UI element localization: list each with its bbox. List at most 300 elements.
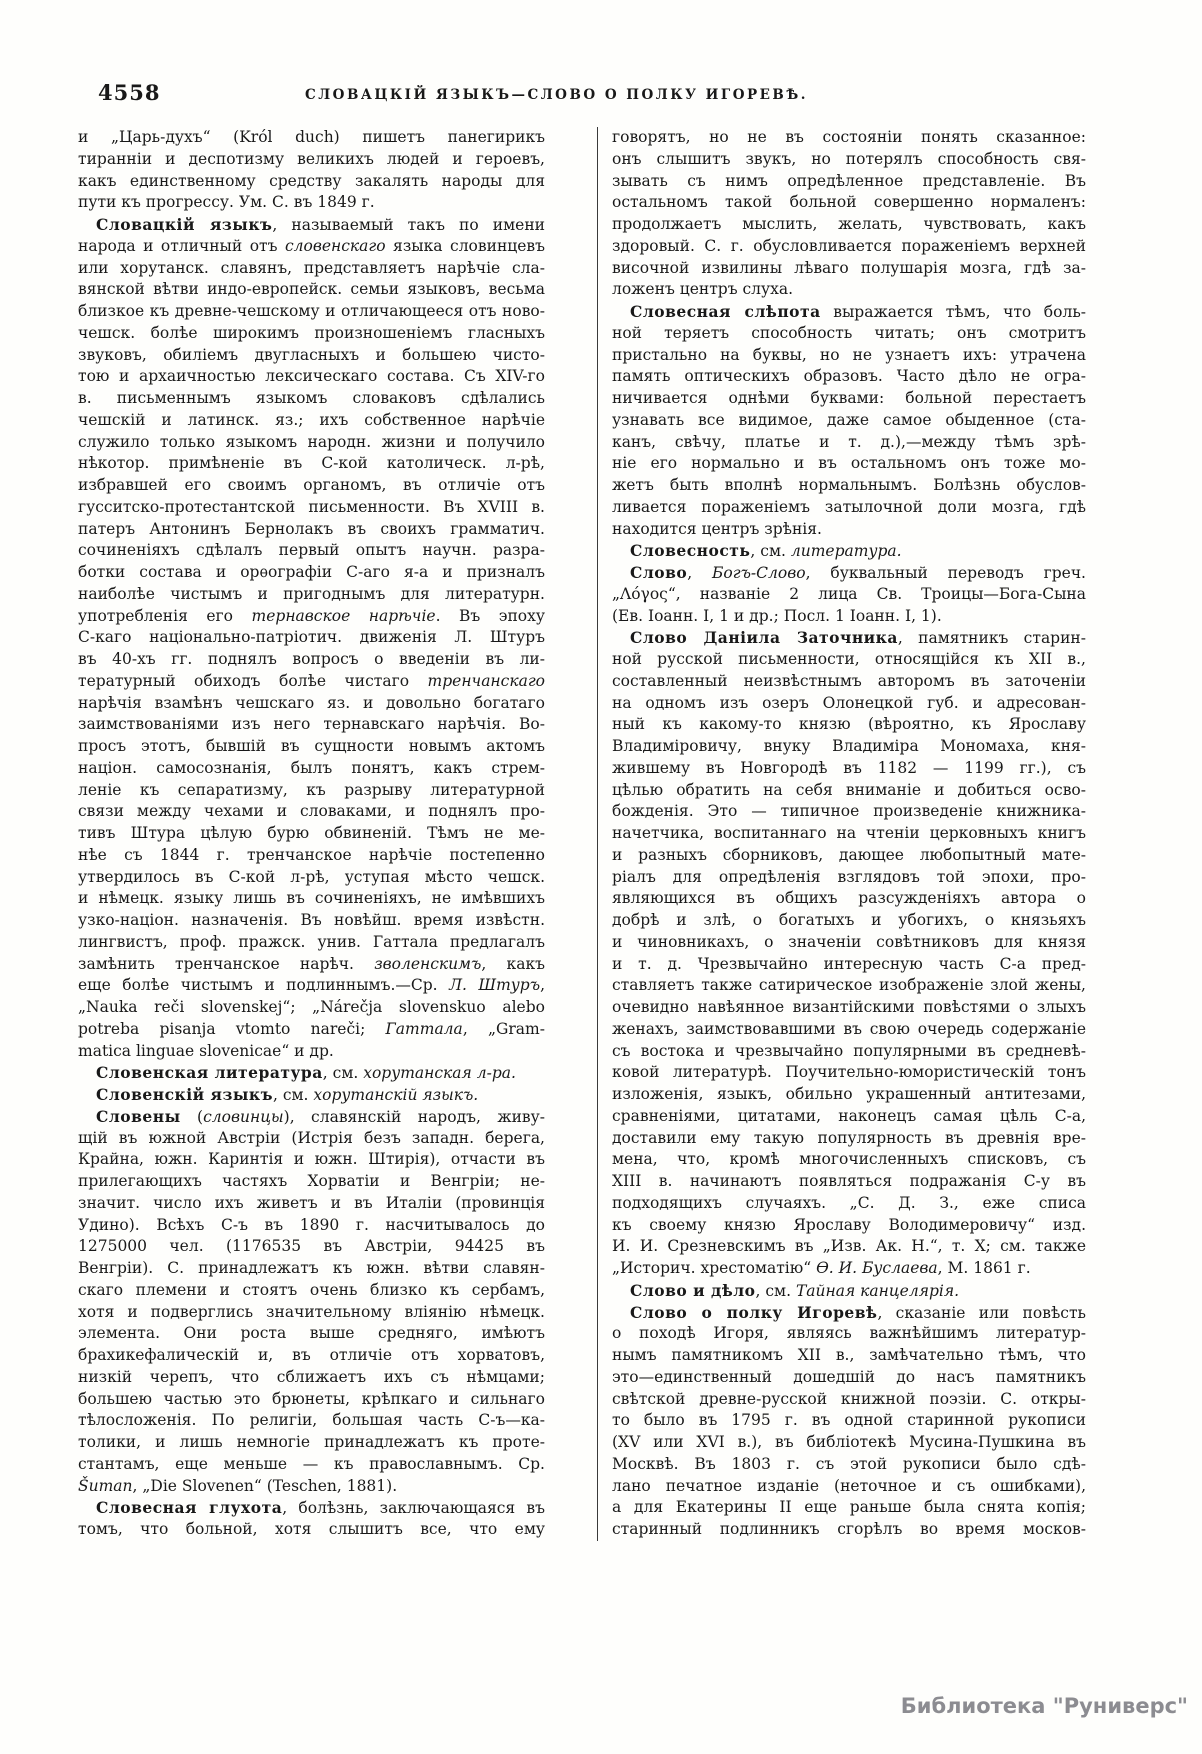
page-number: 4558 bbox=[98, 80, 161, 105]
text-segment: Венгріи). С. принадлежатъ къ южн. вѣтви славян- bbox=[78, 1259, 545, 1277]
text-line bbox=[78, 910, 545, 932]
text-line bbox=[78, 497, 545, 519]
entry-headword: Слово и дѣло bbox=[630, 1280, 756, 1300]
text-segment: , М. 1861 г. bbox=[937, 1259, 1031, 1277]
text-line bbox=[78, 954, 545, 976]
text-line bbox=[612, 301, 1086, 323]
text-segment: XIII в. начинаютъ появляться подражанія С-у въ bbox=[612, 1172, 1086, 1190]
text-segment: томъ, что больной, хотя слышитъ все, что ему bbox=[78, 1520, 545, 1538]
text-segment: изложенія, языкъ, обильно украшенный антитезами, bbox=[612, 1085, 1086, 1103]
text-segment: стантамъ, еще меньше — къ православнымъ. Ср. bbox=[78, 1454, 545, 1473]
text-segment: леніе къ сепаратизму, къ разрыву литературной bbox=[78, 780, 545, 799]
text-line bbox=[78, 345, 545, 367]
text-segment: , bbox=[540, 976, 545, 995]
text-line bbox=[612, 279, 1086, 301]
text-line bbox=[78, 127, 545, 149]
text-segment: употребленія его bbox=[78, 606, 252, 625]
text-line bbox=[78, 1149, 545, 1171]
text-line bbox=[612, 649, 1086, 671]
text-segment: , см. bbox=[322, 1064, 364, 1083]
text-line bbox=[612, 366, 1086, 388]
paragraph bbox=[78, 127, 545, 214]
text-line bbox=[78, 1410, 545, 1432]
text-line bbox=[612, 693, 1086, 715]
text-segment: канъ, свѣчу, платье и т. д.),—между тѣмъ зрѣ- bbox=[612, 432, 1086, 451]
text-segment: женахъ, заимствовавшими въ свою очередь содержаніе bbox=[612, 1019, 1086, 1038]
entry-headword: Словены bbox=[96, 1106, 181, 1126]
text-line bbox=[612, 562, 1086, 584]
text-line bbox=[78, 997, 545, 1019]
text-segment: утвердилось въ С-кой л-рѣ, уступая мѣсто чешск. bbox=[78, 867, 545, 886]
text-line bbox=[78, 192, 545, 214]
text-segment: скаго племени и стоятъ очень близко къ сербамъ, bbox=[78, 1280, 545, 1299]
text-segment: избравшей его своимъ органомъ, въ отличіе отъ bbox=[78, 476, 545, 494]
text-line bbox=[612, 671, 1086, 693]
text-segment: лингвистъ, проф. пражск. унив. Гаттала предлагалъ bbox=[78, 932, 545, 951]
text-segment: связи между чехами и словаками, и поднялъ про- bbox=[78, 802, 545, 821]
text-line bbox=[612, 258, 1086, 280]
text-line bbox=[78, 279, 545, 301]
text-segment: онъ слышитъ звукъ, но потерялъ способность свя- bbox=[612, 149, 1086, 168]
text-line bbox=[78, 236, 545, 258]
text-segment: начетчика, воспитаннаго на чтеніи церковныхъ книгъ bbox=[612, 824, 1086, 842]
paragraph bbox=[612, 540, 1086, 562]
text-line bbox=[612, 1106, 1086, 1128]
text-line bbox=[612, 910, 1086, 932]
text-line bbox=[78, 1323, 545, 1345]
text-segment: хорутанскій языкъ. bbox=[313, 1086, 479, 1104]
text-line bbox=[78, 432, 545, 454]
paragraph bbox=[78, 214, 545, 1062]
text-segment: націон. самосознанія, былъ понятъ, какъ стрем- bbox=[78, 758, 545, 777]
text-segment: языка словинцевъ bbox=[385, 236, 545, 255]
text-segment: о походѣ Игоря, являясь важнѣйшимъ литератур- bbox=[612, 1324, 1086, 1343]
text-line bbox=[612, 584, 1086, 606]
text-segment: тивъ Штура цѣлую бурю обвиненій. Тѣмъ не ме- bbox=[78, 824, 545, 842]
text-segment: Крайна, южн. Каринтія и южн. Штирія), отчасти въ bbox=[78, 1150, 545, 1169]
paragraph bbox=[78, 1084, 545, 1106]
text-line bbox=[78, 475, 545, 497]
text-segment: ), славянскій народъ, живу- bbox=[283, 1107, 545, 1126]
text-segment: очевидно навѣянное византійскими повѣстями о злыхъ bbox=[612, 998, 1086, 1016]
text-line bbox=[612, 388, 1086, 410]
text-line bbox=[78, 975, 545, 997]
text-line bbox=[612, 1193, 1086, 1215]
text-segment: , болѣзнь, заключающаяся въ bbox=[282, 1499, 545, 1518]
text-segment: щій въ южной Австріи (Истрія безъ западн. берега, bbox=[78, 1128, 545, 1147]
text-segment: мена, что, кромѣ многочисленныхъ списковъ, съ bbox=[612, 1150, 1086, 1169]
text-segment: значит. число ихъ живетъ и въ Италіи (провинція bbox=[78, 1193, 545, 1212]
text-segment: и нѣмецк. языку лишь въ сочиненіяхъ, не имѣвшихъ bbox=[78, 889, 545, 908]
text-segment: брахикефалическій и, въ отличіе отъ хорватовъ, bbox=[78, 1346, 545, 1364]
text-line bbox=[612, 997, 1086, 1019]
text-line bbox=[78, 366, 545, 388]
text-line bbox=[612, 345, 1086, 367]
text-segment: , памятникъ старин- bbox=[897, 629, 1086, 648]
text-line bbox=[78, 823, 545, 845]
text-line bbox=[612, 714, 1086, 736]
text-line bbox=[78, 301, 545, 323]
text-line bbox=[612, 1432, 1086, 1454]
text-line bbox=[78, 671, 545, 693]
text-segment: , называемый такъ по имени bbox=[272, 216, 545, 234]
text-segment: то было въ 1795 г. въ одной старинной рукописи bbox=[612, 1411, 1086, 1430]
text-line bbox=[612, 1410, 1086, 1432]
text-line bbox=[78, 584, 545, 606]
text-segment: , сказаніе или повѣсть bbox=[877, 1303, 1086, 1322]
text-segment: Л. Штуръ bbox=[449, 976, 541, 995]
text-segment: лано печатное изданіе (неточное и съ ошибками), bbox=[612, 1476, 1086, 1495]
text-line bbox=[612, 801, 1086, 823]
text-segment: нымъ памятникомъ XII в., замѣчательно тѣмъ, что bbox=[612, 1346, 1086, 1364]
text-line bbox=[78, 845, 545, 867]
text-line bbox=[78, 453, 545, 475]
text-line bbox=[78, 1497, 545, 1519]
text-segment: гусситско-протестантской письменности. Въ XVIII в. bbox=[78, 497, 545, 516]
text-segment: литература. bbox=[790, 542, 902, 561]
text-line bbox=[78, 519, 545, 541]
text-segment: ніе его нормально и въ остальномъ онъ тоже мо- bbox=[612, 454, 1086, 473]
text-line bbox=[78, 649, 545, 671]
text-segment: , какъ bbox=[481, 954, 545, 973]
text-line bbox=[612, 1367, 1086, 1389]
text-segment: словинцы bbox=[203, 1107, 284, 1126]
text-line bbox=[78, 1476, 545, 1498]
paragraph bbox=[612, 301, 1086, 540]
text-line bbox=[612, 845, 1086, 867]
text-segment: ботки состава и орѳографіи С-аго я-а и призналъ bbox=[78, 563, 545, 581]
text-line bbox=[612, 1476, 1086, 1498]
text-segment: (XV или XVI в.), въ библіотекѣ Мусина-Пушкина въ bbox=[612, 1433, 1086, 1451]
text-segment: божденія. Это — типичное произведеніе книжника- bbox=[612, 802, 1086, 821]
text-line bbox=[612, 1454, 1086, 1476]
text-line bbox=[78, 867, 545, 889]
text-segment: . Въ эпоху bbox=[435, 606, 545, 625]
text-segment: прилегающихъ частяхъ Хорватіи и Венгріи; не- bbox=[78, 1172, 545, 1190]
text-line bbox=[612, 192, 1086, 214]
text-segment: зывать съ нимъ опредѣленное представленіе. Въ bbox=[612, 171, 1086, 190]
column-right bbox=[612, 127, 1086, 1541]
column-divider bbox=[597, 127, 598, 1541]
text-line bbox=[612, 432, 1086, 454]
text-segment: звуковъ, обиліемъ двугласныхъ и большею чисто- bbox=[78, 345, 545, 364]
text-line bbox=[612, 1019, 1086, 1041]
text-line bbox=[78, 410, 545, 432]
text-line bbox=[78, 1367, 545, 1389]
text-segment: жившему въ Новгородѣ въ 1182 — 1199 гг.), съ bbox=[612, 758, 1086, 777]
text-line bbox=[78, 149, 545, 171]
text-line bbox=[78, 1128, 545, 1150]
text-line bbox=[612, 1280, 1086, 1302]
text-line bbox=[78, 1454, 545, 1476]
text-segment: тою и архаичностью лексическаго состава. Съ XIV-го bbox=[78, 367, 545, 386]
text-segment: добрѣ и злѣ, о богатыхъ и убогихъ, о князьяхъ bbox=[612, 911, 1086, 929]
text-segment: память оптическихъ образовъ. Часто дѣло не огра- bbox=[612, 367, 1086, 386]
text-segment: узнавать все видимое, даже самое обыденное (ста- bbox=[612, 410, 1086, 429]
text-line bbox=[78, 627, 545, 649]
text-line bbox=[612, 214, 1086, 236]
paragraph bbox=[612, 127, 1086, 301]
text-segment: на одномъ изъ озеръ Олонецкой губ. и адресован- bbox=[612, 693, 1086, 712]
text-segment: еще болѣе чистымъ и подлиннымъ.—Ср. bbox=[78, 976, 450, 995]
text-line bbox=[78, 171, 545, 193]
text-segment: Гаттала bbox=[385, 1019, 463, 1038]
text-line bbox=[78, 258, 545, 280]
text-segment: доставили ему такую популярность въ древнія вре- bbox=[612, 1128, 1086, 1147]
text-line bbox=[612, 823, 1086, 845]
text-line bbox=[612, 1389, 1086, 1411]
text-line bbox=[78, 1258, 545, 1280]
text-segment: близкое къ древне-чешскому и отличающееся отъ ново- bbox=[78, 302, 545, 320]
text-line bbox=[78, 932, 545, 954]
entry-headword: Словенскій языкъ bbox=[96, 1085, 273, 1104]
text-segment: сочиненіяхъ сдѣлалъ первый опытъ научн. разра- bbox=[78, 541, 545, 560]
text-line bbox=[612, 540, 1086, 562]
text-line bbox=[612, 323, 1086, 345]
text-segment: патеръ Антонинъ Бернолакъ въ своихъ грамматич. bbox=[78, 519, 545, 538]
text-line bbox=[78, 1236, 545, 1258]
text-segment: тѣлосложенія. По религіи, большая часть С-ъ—ка- bbox=[78, 1411, 545, 1430]
text-segment: нѣкотор. примѣненіе въ С-кой католическ. л-рѣ, bbox=[78, 454, 545, 473]
text-segment: въ 40-хъ гг. поднялъ вопросъ о введеніи въ ли- bbox=[78, 650, 545, 668]
text-line bbox=[612, 1323, 1086, 1345]
text-segment: являющихся въ общихъ разсужденіяхъ автора о bbox=[612, 889, 1086, 908]
text-line bbox=[78, 780, 545, 802]
text-line bbox=[612, 1497, 1086, 1519]
column-left bbox=[78, 127, 545, 1541]
text-segment: ничивается однѣми буквами: больной перестаетъ bbox=[612, 389, 1086, 407]
text-line bbox=[612, 1519, 1086, 1541]
text-segment: и разныхъ сборниковъ, дающее любопытный мате- bbox=[612, 845, 1086, 864]
text-segment: хотя и подверглись значительному вліянію нѣмецк. bbox=[78, 1302, 545, 1321]
text-line bbox=[78, 606, 545, 628]
text-segment: большею частью это брюнеты, крѣпкаго и сильнаго bbox=[78, 1389, 545, 1408]
text-line bbox=[612, 149, 1086, 171]
text-line bbox=[612, 1128, 1086, 1150]
text-segment: , см. bbox=[755, 1281, 796, 1300]
text-line bbox=[78, 1345, 545, 1367]
text-line bbox=[78, 1519, 545, 1541]
text-segment: низкій черепъ, что сближаетъ ихъ съ нѣмцами; bbox=[78, 1367, 545, 1386]
text-line bbox=[78, 214, 545, 236]
text-line bbox=[612, 1084, 1086, 1106]
text-line bbox=[612, 780, 1086, 802]
text-line bbox=[612, 1258, 1086, 1280]
text-segment: (Ев. Іоанн. I, 1 и др.; Посл. 1 Іоанн. I, 1). bbox=[612, 606, 942, 625]
text-segment: пристально на буквы, но не узнаетъ ихъ: утрачена bbox=[612, 345, 1086, 364]
text-segment: тернавское нарѣчіе bbox=[251, 606, 436, 625]
text-segment: жетъ быть вполнѣ нормальнымъ. Болѣзнь обуслов- bbox=[612, 476, 1086, 494]
text-segment: просъ этотъ, бывшій въ сущности новымъ актомъ bbox=[78, 737, 545, 755]
text-line bbox=[612, 410, 1086, 432]
text-segment: съ востока и чрезвычайно популярными въ средневѣ- bbox=[612, 1041, 1086, 1060]
text-line bbox=[78, 1084, 545, 1106]
text-line bbox=[612, 627, 1086, 649]
text-segment: тературный обиходъ болѣе чистаго bbox=[78, 671, 428, 690]
text-segment: зволенскимъ bbox=[374, 954, 482, 973]
text-segment: нѣе съ 1844 г. тренчанское нарѣчіе постепенно bbox=[78, 845, 545, 864]
text-line bbox=[78, 1280, 545, 1302]
text-segment: словенскаго bbox=[284, 236, 386, 255]
text-segment: ложенъ центръ слуха. bbox=[612, 280, 794, 299]
text-line bbox=[612, 1149, 1086, 1171]
text-line bbox=[612, 453, 1086, 475]
text-segment: „Nauka reči slovenskej“; „Nárečja slovenskuo alebo bbox=[78, 998, 545, 1016]
text-segment: в. письменнымъ языкомъ словаковъ сдѣлались bbox=[78, 389, 545, 407]
text-line bbox=[612, 867, 1086, 889]
text-segment: тиранніи и деспотизму великихъ людей и героевъ, bbox=[78, 149, 545, 168]
text-segment: 1275000 чел. (1176535 въ Австріи, 94425 въ bbox=[78, 1237, 545, 1256]
text-line bbox=[78, 1302, 545, 1324]
text-segment: Москвѣ. Въ 1803 г. съ этой рукописи было сдѣ- bbox=[612, 1454, 1086, 1473]
entry-headword: Словенская литература bbox=[96, 1063, 323, 1083]
text-line bbox=[78, 1432, 545, 1454]
text-line bbox=[612, 475, 1086, 497]
text-segment: ставляетъ также сатирическое изображеніе злой жены, bbox=[612, 976, 1086, 995]
text-line bbox=[78, 1215, 545, 1237]
text-line bbox=[612, 758, 1086, 780]
text-segment: ливается пораженіемъ затылочной доли мозга, гдѣ bbox=[612, 497, 1086, 516]
text-line bbox=[612, 975, 1086, 997]
text-segment: potreba pisanja vtomto nareči; bbox=[78, 1019, 386, 1038]
text-segment: толики, и лишь немногіе принадлежатъ къ проте- bbox=[78, 1433, 545, 1451]
text-segment: составленный неизвѣстнымъ авторомъ въ заточеніи bbox=[612, 671, 1086, 690]
text-segment: Удино). Всѣхъ С-ъ въ 1890 г. насчитывалось до bbox=[78, 1215, 545, 1234]
text-segment: пути къ прогрессу. Ум. С. въ 1849 г. bbox=[78, 193, 375, 212]
text-segment: чешск. болѣе широкимъ произношеніемъ гласныхъ bbox=[78, 323, 545, 342]
text-segment: это—единственный дошедшій до насъ памятникъ bbox=[612, 1367, 1086, 1386]
text-segment: „Λόγος“, названіе 2 лица Св. Троицы—Бога-Сына bbox=[612, 584, 1086, 603]
text-segment: Тайная канцелярія. bbox=[795, 1281, 960, 1300]
text-line bbox=[612, 1171, 1086, 1193]
text-line bbox=[78, 1389, 545, 1411]
entry-headword: Словесная слѣпота bbox=[630, 302, 821, 321]
text-line bbox=[612, 1302, 1086, 1324]
text-segment: Владиміровичу, внуку Владиміра Мономаха, кня- bbox=[612, 737, 1086, 755]
text-line bbox=[78, 1106, 545, 1128]
entry-headword: Словесная глухота bbox=[96, 1498, 283, 1518]
text-line bbox=[78, 888, 545, 910]
entry-headword: Словесность bbox=[630, 541, 751, 561]
text-segment: хорутанская л-ра. bbox=[363, 1064, 516, 1083]
text-line bbox=[78, 1019, 545, 1041]
text-line bbox=[612, 1062, 1086, 1084]
text-line bbox=[78, 801, 545, 823]
text-line bbox=[612, 1041, 1086, 1063]
text-segment: ( bbox=[180, 1107, 204, 1126]
text-segment: старинный подлинникъ сгорѣлъ во время москов- bbox=[612, 1520, 1086, 1538]
text-segment: продолжаетъ мыслить, желать, чувствовать, какъ bbox=[612, 215, 1086, 233]
text-line bbox=[78, 1041, 545, 1063]
text-line bbox=[78, 736, 545, 758]
paragraph bbox=[612, 562, 1086, 627]
paragraph bbox=[78, 1062, 545, 1084]
text-segment: , bbox=[687, 564, 713, 582]
text-segment: выражается тѣмъ, что боль- bbox=[820, 303, 1086, 321]
text-segment: ріалъ для опредѣленія взглядовъ той эпохи, про- bbox=[612, 867, 1086, 886]
text-segment: или хорутанск. славянъ, представляетъ нарѣчіе сла- bbox=[78, 258, 545, 277]
text-line bbox=[612, 932, 1086, 954]
text-line bbox=[612, 1236, 1086, 1258]
text-segment: къ своему князю Ярославу Володимеровичу“ изд. bbox=[612, 1215, 1086, 1234]
text-segment: наиболѣе чистымъ и пригоднымъ для литературн. bbox=[78, 584, 545, 603]
text-line bbox=[78, 1171, 545, 1193]
text-segment: И. И. Срезневскимъ въ „Изв. Ак. Н.“, т. X; см. также bbox=[612, 1237, 1086, 1256]
text-segment: сравненіями, цитатами, наконецъ самая цѣль С-а, bbox=[612, 1106, 1086, 1125]
text-line bbox=[612, 236, 1086, 258]
paragraph bbox=[78, 1106, 545, 1498]
text-segment: , см. bbox=[272, 1086, 314, 1104]
text-segment: свѣтской древне-русской книжной поэзіи. С. откры- bbox=[612, 1389, 1086, 1408]
text-line bbox=[612, 127, 1086, 149]
text-segment: , „Die Slovenen“ (Teschen, 1881). bbox=[132, 1476, 398, 1495]
text-segment: височной извилины лѣваго полушарія мозга, гдѣ за- bbox=[612, 258, 1086, 277]
text-segment: Ѳ. И. Буслаева bbox=[816, 1259, 938, 1277]
text-line bbox=[78, 323, 545, 345]
text-segment: , буквальный переводъ греч. bbox=[805, 564, 1086, 582]
text-segment: и „Царь-духъ“ (Król duch) пишетъ панегирикъ bbox=[78, 128, 545, 146]
library-watermark: Библиотека "Руниверс" bbox=[900, 1694, 1188, 1718]
text-segment: элемента. Они роста выше средняго, имѣютъ bbox=[78, 1324, 545, 1343]
entry-headword: Слово Даніила Заточника bbox=[630, 628, 898, 648]
text-line bbox=[78, 1193, 545, 1215]
text-segment: Богъ-Слово bbox=[712, 564, 806, 582]
text-segment: ной теряетъ способность читать; онъ смотритъ bbox=[612, 323, 1086, 342]
paragraph bbox=[78, 1497, 545, 1541]
text-line bbox=[612, 736, 1086, 758]
text-segment: чешскій и латинск. яз.; ихъ собственное нарѣчіе bbox=[78, 410, 545, 429]
text-line bbox=[78, 758, 545, 780]
text-line bbox=[612, 519, 1086, 541]
text-segment: ный къ какому-то князю (вѣроятно, къ Ярославу bbox=[612, 715, 1086, 734]
text-line bbox=[612, 606, 1086, 628]
text-line bbox=[78, 1062, 545, 1084]
text-segment: matica linguae slovenicae“ и др. bbox=[78, 1041, 334, 1060]
text-line bbox=[612, 888, 1086, 910]
entry-headword: Словацкій языкъ bbox=[96, 215, 273, 234]
text-line bbox=[612, 171, 1086, 193]
text-segment: вянской вѣтви индо-европейск. семьи языковъ, весьма bbox=[78, 280, 545, 299]
text-segment: замѣнить тренчанское нарѣч. bbox=[78, 954, 375, 973]
text-segment: тренчанскаго bbox=[427, 671, 545, 690]
text-segment: „Историч. хрестоматію“ bbox=[612, 1259, 817, 1277]
text-segment: какъ единственному средству закалять народы для bbox=[78, 171, 545, 190]
text-segment: подходящихъ случаяхъ. „С. Д. З., еже списа bbox=[612, 1193, 1086, 1212]
text-line bbox=[612, 1345, 1086, 1367]
text-segment: узко-націон. назначенія. Въ новѣйш. время извѣстн. bbox=[78, 911, 545, 929]
text-segment: говорятъ, но не въ состояніи понять сказанное: bbox=[612, 128, 1086, 146]
text-line bbox=[78, 714, 545, 736]
paragraph bbox=[612, 1302, 1086, 1541]
paragraph bbox=[612, 1280, 1086, 1302]
text-segment: служило только языкомъ народн. жизни и получило bbox=[78, 432, 545, 451]
text-segment: заимствованіями изъ него тернавскаго нарѣчія. Во- bbox=[78, 715, 545, 734]
text-line bbox=[612, 954, 1086, 976]
text-line bbox=[78, 540, 545, 562]
text-segment: , „Gram- bbox=[462, 1019, 545, 1038]
entry-headword: Слово bbox=[630, 563, 688, 582]
text-segment: Šuman bbox=[78, 1476, 133, 1495]
text-line bbox=[612, 497, 1086, 519]
entry-headword: Слово о полку Игоревѣ bbox=[630, 1302, 878, 1322]
text-line bbox=[78, 562, 545, 584]
text-segment: народа и отличный отъ bbox=[78, 236, 285, 255]
paragraph bbox=[612, 627, 1086, 1280]
text-segment: а для Екатерины II еще раньше была снята копія; bbox=[612, 1498, 1086, 1517]
text-segment: цѣлью обратить на себя вниманіе и добиться осво- bbox=[612, 780, 1086, 799]
text-line bbox=[78, 388, 545, 410]
text-line bbox=[612, 1215, 1086, 1237]
